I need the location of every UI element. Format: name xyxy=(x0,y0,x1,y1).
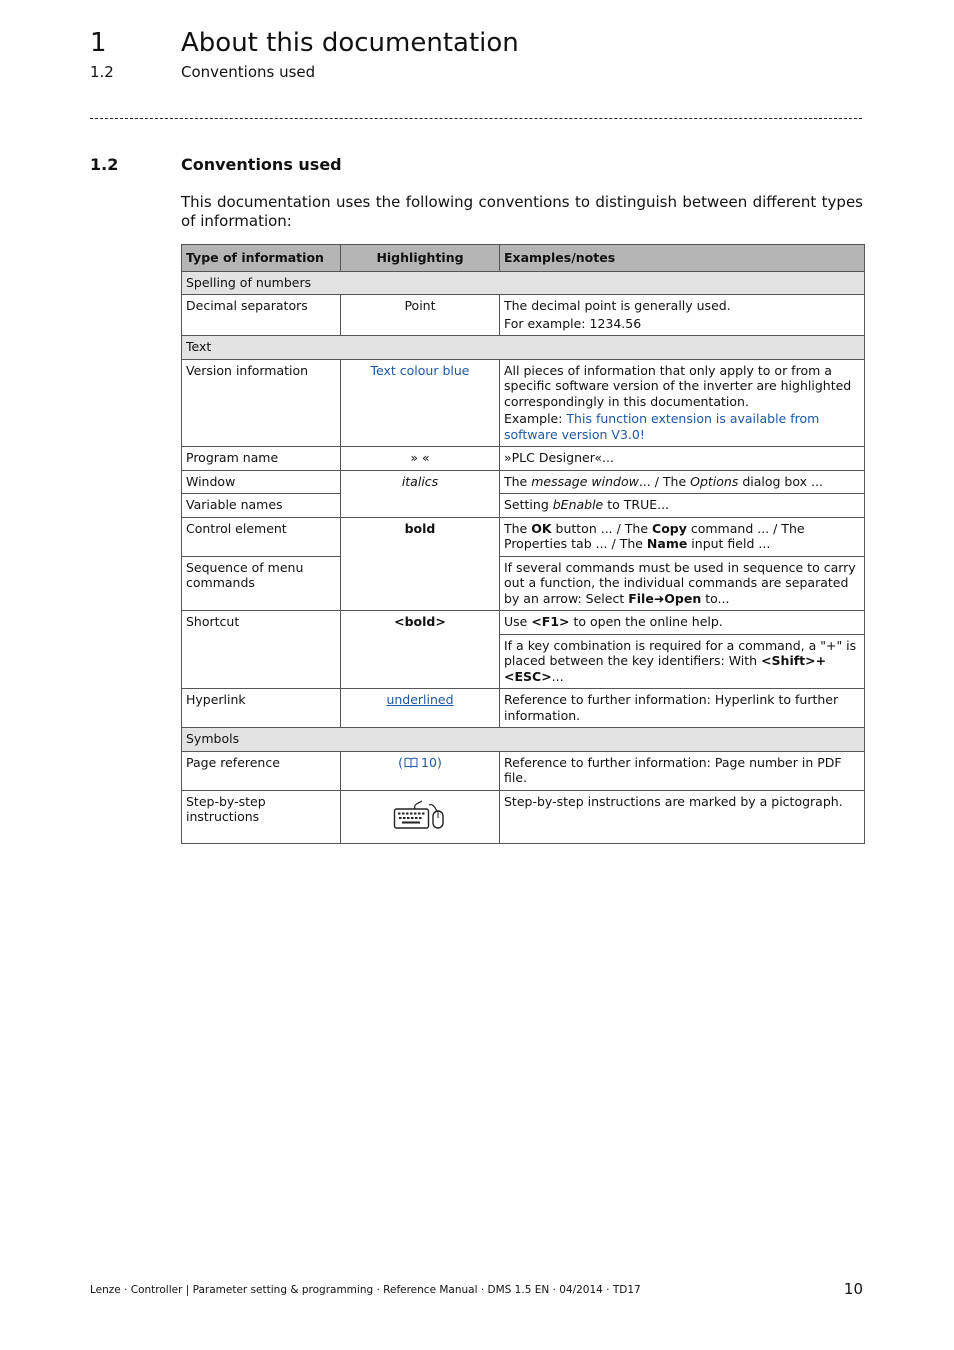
table-row xyxy=(182,359,865,447)
header-divider xyxy=(90,118,862,119)
note-cell xyxy=(500,359,865,447)
type-cell: Sequence of menu commands xyxy=(182,556,341,611)
highlight-cell: Text colour blue xyxy=(341,359,500,447)
type-cell: Window xyxy=(182,470,341,494)
type-cell: Page reference xyxy=(182,751,341,790)
note-cell xyxy=(500,556,865,611)
highlight-cell: bold xyxy=(341,517,500,611)
highlight-cell: » « xyxy=(341,447,500,471)
blue-example-text: This function extension is available from software version V3.0! xyxy=(504,411,820,442)
page-number-text: 10) xyxy=(421,754,442,770)
type-cell: Shortcut xyxy=(182,611,341,689)
highlight-cell xyxy=(341,790,500,843)
note-cell xyxy=(500,295,865,336)
group-row-symbols xyxy=(182,728,865,752)
note-text: input field ... xyxy=(687,536,771,551)
table-row xyxy=(182,556,865,611)
column-header-highlighting: Highlighting xyxy=(341,245,500,272)
type-cell: Step-by-step instructions xyxy=(182,790,341,843)
table-row xyxy=(182,517,865,556)
note-cell xyxy=(500,494,865,518)
group-label: Spelling of numbers xyxy=(182,271,865,295)
note-cell: Reference to further information: Hyperlink to further information. xyxy=(500,689,865,728)
table-row xyxy=(182,790,865,843)
note-cell: Reference to further information: Page number in PDF file. xyxy=(500,751,865,790)
group-row-text xyxy=(182,336,865,360)
bold-text: <Shift>+<ESC> xyxy=(504,653,827,684)
type-cell: Variable names xyxy=(182,494,341,518)
note-text: command ... / The Properties tab ... / The xyxy=(504,520,805,551)
note-text: ... xyxy=(551,668,564,684)
highlight-cell xyxy=(341,751,500,790)
highlight-cell: italics xyxy=(341,470,500,517)
bold-text: File xyxy=(628,590,654,606)
hyperlink-example[interactable]: underlined xyxy=(386,692,454,707)
type-cell: Decimal separators xyxy=(182,295,341,336)
group-label: Symbols xyxy=(182,728,865,752)
note-cell xyxy=(500,611,865,635)
chapter-title: About this documentation xyxy=(181,28,519,58)
bold-text: Copy xyxy=(652,520,687,536)
note-cell xyxy=(500,634,865,689)
note-text: If several commands must be used in sequence to carry out a function, the individual commands are separated by an arrow: Select xyxy=(504,559,856,606)
table-row xyxy=(182,611,865,635)
table-header-row xyxy=(182,245,865,272)
note-text: Example: xyxy=(504,411,567,426)
highlight-cell: <bold> xyxy=(341,611,500,689)
table-row xyxy=(182,470,865,494)
book-icon xyxy=(404,757,418,768)
bold-text: Open xyxy=(664,590,702,606)
type-cell: Version information xyxy=(182,359,341,447)
italic-text: Options xyxy=(690,473,739,489)
note-line xyxy=(504,411,860,442)
table-row xyxy=(182,447,865,471)
note-cell xyxy=(500,517,865,556)
note-line: For example: 1234.56 xyxy=(504,315,642,331)
note-cell: »PLC Designer«... xyxy=(500,447,865,471)
table-row xyxy=(182,295,865,336)
note-cell xyxy=(500,470,865,494)
italic-text: bEnable xyxy=(552,497,604,512)
header-section-number: 1.2 xyxy=(90,63,114,81)
table-row xyxy=(182,751,865,790)
section-title: Conventions used xyxy=(181,155,342,174)
section-number: 1.2 xyxy=(90,155,119,174)
note-text: The xyxy=(504,473,532,489)
highlight-cell: Point xyxy=(341,295,500,336)
paren-text: ( xyxy=(398,754,404,770)
column-header-examples: Examples/notes xyxy=(500,245,865,272)
note-text: If a key combination is required for a command, a "+" is placed between the key identifiers: With xyxy=(504,637,857,668)
group-label: Text xyxy=(182,336,865,360)
note-text: Use xyxy=(504,614,532,629)
bold-text: <F1> xyxy=(531,614,570,629)
note-text: The xyxy=(504,520,532,536)
group-row-numbers xyxy=(182,271,865,295)
type-cell: Control element xyxy=(182,517,341,556)
type-cell: Program name xyxy=(182,447,341,471)
page-reference-link[interactable] xyxy=(398,755,442,770)
note-text: dialog box ... xyxy=(738,473,823,489)
table-row xyxy=(182,494,865,518)
column-header-type: Type of information xyxy=(182,245,341,272)
conventions-table xyxy=(181,244,865,844)
page-number: 10 xyxy=(843,1280,863,1298)
note-text: to open the online help. xyxy=(569,614,723,629)
bold-text: Name xyxy=(646,536,688,551)
note-cell: Step-by-step instructions are marked by a pictograph. xyxy=(500,790,865,843)
type-cell: Hyperlink xyxy=(182,689,341,728)
header-section-title: Conventions used xyxy=(181,63,316,81)
note-text: to... xyxy=(701,590,730,606)
note-line: All pieces of information that only apply to or from a specific software version of the inverter are highlighted correspondingly in this documentation. xyxy=(504,362,852,409)
note-text: to TRUE... xyxy=(603,497,670,512)
keyboard-mouse-icon xyxy=(393,800,447,832)
footer-text: Lenze · Controller | Parameter setting & programming · Reference Manual · DMS 1.5 EN · 04/2014 · TD17 xyxy=(90,1284,641,1296)
bold-text: OK xyxy=(531,520,552,536)
note-text: Setting xyxy=(504,497,553,512)
chapter-number: 1 xyxy=(90,28,107,58)
table-row xyxy=(182,689,865,728)
arrow-icon: ➜ xyxy=(653,590,665,606)
italic-text: message window xyxy=(531,473,639,489)
note-text: button ... / The xyxy=(551,520,653,536)
note-text: ... / The xyxy=(638,473,691,489)
note-line: The decimal point is generally used. xyxy=(504,298,731,313)
intro-paragraph: This documentation uses the following conventions to distinguish between different types of information: xyxy=(181,193,863,230)
highlight-cell xyxy=(341,689,500,728)
